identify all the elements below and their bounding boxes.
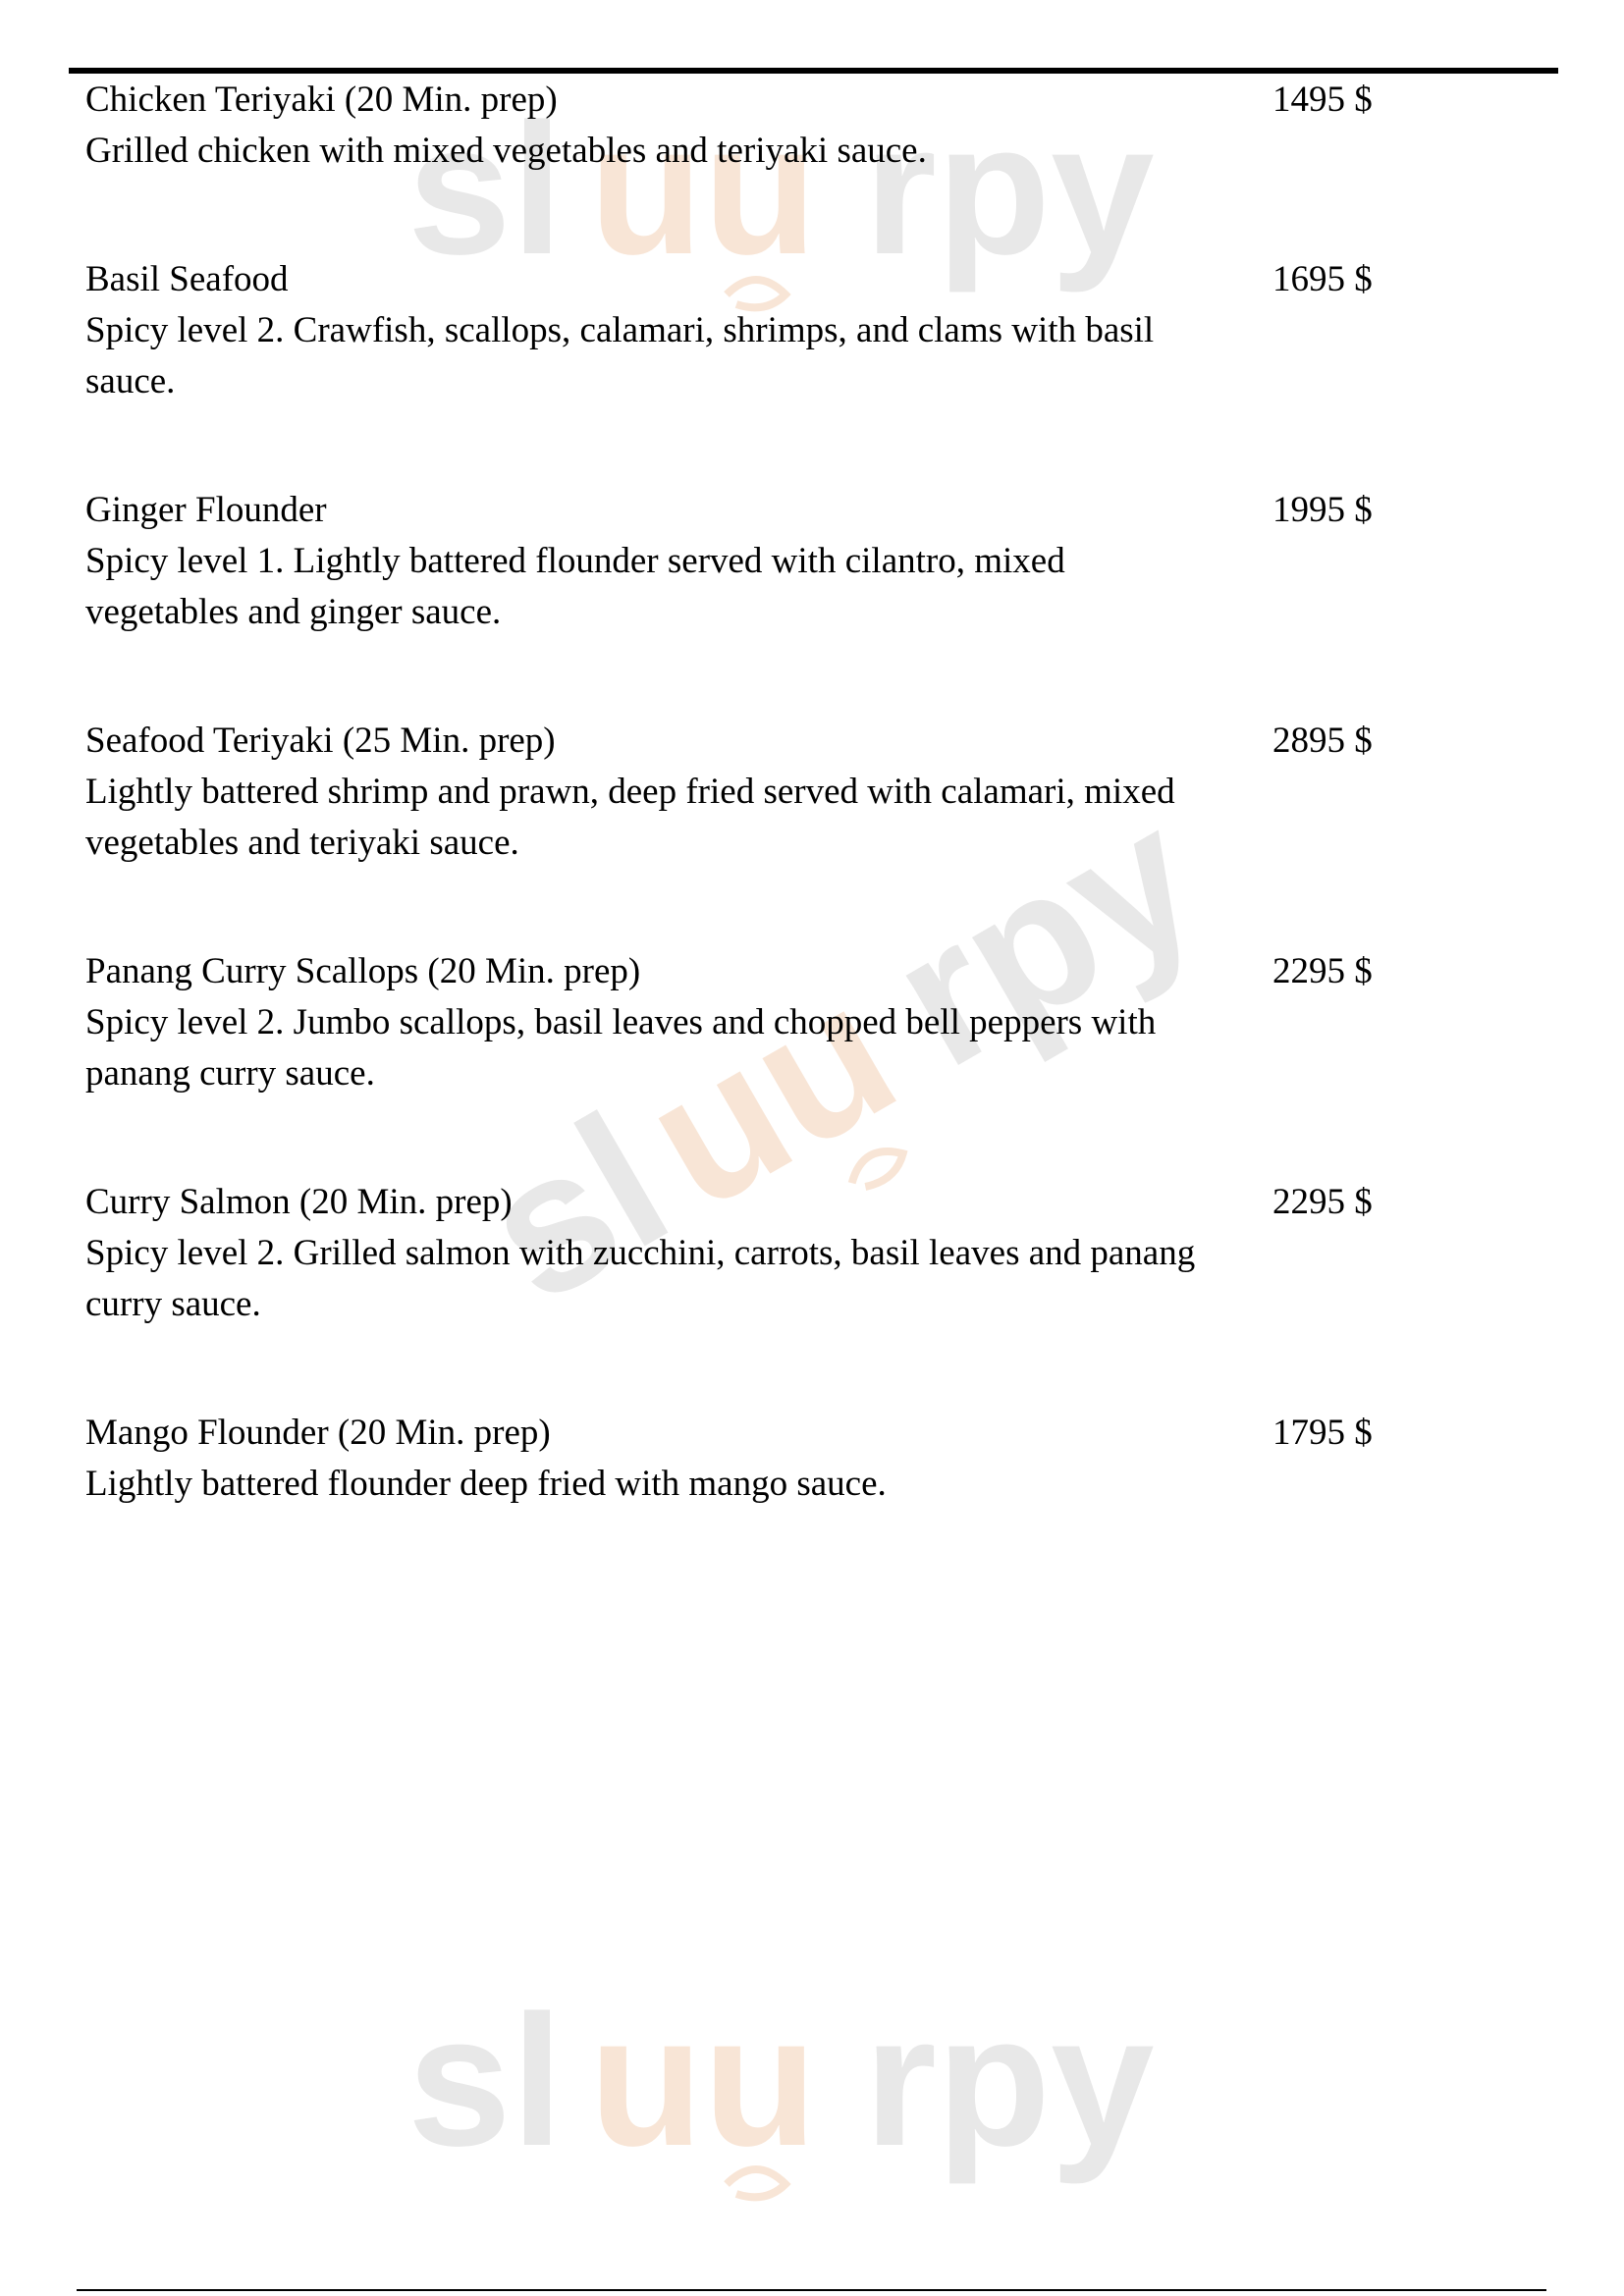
watermark-logo-bottom: [407, 1977, 1155, 2197]
item-name: Mango Flounder (20 Min. prep): [85, 1413, 551, 1453]
svg-text:uu: uu: [611, 940, 929, 1252]
item-description: Spicy level 2. Jumbo scallops, basil leaves and chopped bell peppers with panang curry sauce.: [85, 1002, 1157, 1094]
menu-item: [85, 485, 1460, 638]
svg-text:uu: uu: [589, 1977, 818, 2185]
menu-item: [85, 1408, 1460, 1510]
item-price: 2295 $: [1272, 951, 1373, 991]
menu-item: [85, 75, 1460, 177]
item-price: 1495 $: [1272, 80, 1373, 120]
svg-text:rpy: rpy: [857, 766, 1232, 1109]
menu-item: [85, 1177, 1460, 1330]
top-divider: [69, 68, 1558, 74]
item-description: Lightly battered shrimp and prawn, deep fried served with calamari, mixed vegetables and teriyaki sauce.: [85, 772, 1175, 863]
item-name: Ginger Flounder: [85, 490, 327, 530]
item-description: Spicy level 1. Lightly battered flounder served with cilantro, mixed vegetables and ginger sauce.: [85, 541, 1065, 632]
item-price: 1695 $: [1272, 259, 1373, 299]
item-price: 2295 $: [1272, 1182, 1373, 1222]
item-price: 1795 $: [1272, 1413, 1373, 1453]
item-name: Chicken Teriyaki (20 Min. prep): [85, 80, 558, 120]
item-price: 2895 $: [1272, 721, 1373, 761]
menu-item: [85, 946, 1460, 1099]
svg-text:sl: sl: [407, 1977, 564, 2185]
svg-text:rpy: rpy: [864, 85, 1155, 294]
svg-text:rpy: rpy: [864, 1977, 1155, 2185]
item-description: Lightly battered flounder deep fried with mango sauce.: [85, 1464, 887, 1504]
item-name: Curry Salmon (20 Min. prep): [85, 1182, 513, 1222]
svg-text:sl: sl: [407, 85, 564, 294]
bottom-divider: [77, 2289, 1546, 2291]
svg-text:sl: sl: [450, 1072, 702, 1345]
svg-text:uu: uu: [589, 85, 818, 294]
menu-item: [85, 716, 1460, 869]
item-description: Spicy level 2. Crawfish, scallops, calamari, shrimps, and clams with basil sauce.: [85, 310, 1155, 401]
item-description: Spicy level 2. Grilled salmon with zucchini, carrots, basil leaves and panang curry sauce.: [85, 1233, 1196, 1324]
item-price: 1995 $: [1272, 490, 1373, 530]
menu-item: [85, 254, 1460, 407]
item-name: Panang Curry Scallops (20 Min. prep): [85, 951, 641, 991]
item-name: Basil Seafood: [85, 259, 289, 299]
item-description: Grilled chicken with mixed vegetables and teriyaki sauce.: [85, 131, 927, 171]
item-name: Seafood Teriyaki (25 Min. prep): [85, 721, 556, 761]
